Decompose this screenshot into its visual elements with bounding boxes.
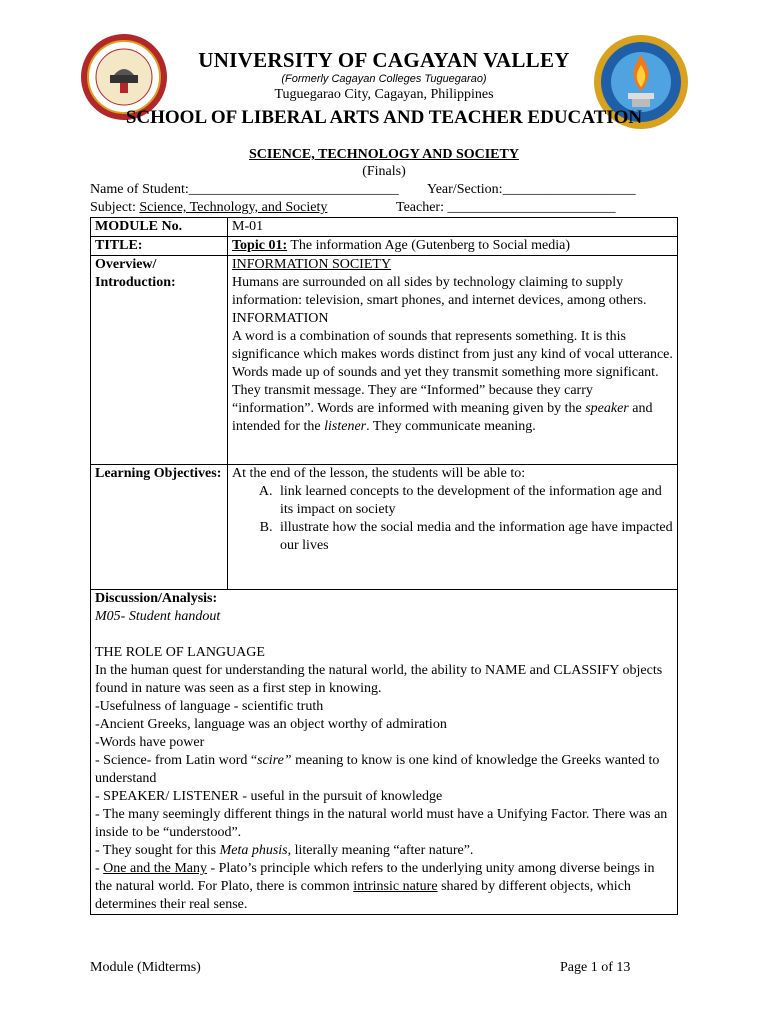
- objective-item: B. illustrate how the social media and the information age have impacted our lives: [276, 519, 673, 555]
- overview-row: [91, 256, 678, 465]
- discussion-row: [91, 590, 678, 915]
- topic-label: Topic 01:: [232, 238, 288, 253]
- title-cell: [228, 237, 678, 256]
- information-paragraph: [232, 328, 673, 436]
- overview-heading: INFORMATION SOCIETY: [232, 257, 392, 272]
- title-row: [91, 237, 678, 256]
- objectives-intro: At the end of the lesson, the students will be able to:: [232, 466, 526, 481]
- information-text: A word is a combination of sounds that represents something. It is this significance which makes words distinct from just any kind of vocal utterance. Words made up of sounds and yet they transmit something more significant. They transmit message. They are “Informed” because they carry “information”. Words are informed with meaning given by the: [232, 329, 673, 416]
- footer-page-number: Page 1 of 13: [560, 960, 631, 975]
- discussion-point: [95, 860, 673, 914]
- role-heading: THE ROLE OF LANGUAGE: [95, 645, 265, 660]
- topic-text: The information Age (Gutenberg to Social media): [287, 238, 571, 253]
- school-name: SCHOOL OF LIBERAL ARTS AND TEACHER EDUCATION: [125, 107, 643, 128]
- year-section-label: Year/Section:: [427, 182, 503, 197]
- former-name: (Formerly Cagayan Colleges Tuguegarao): [281, 73, 487, 85]
- discussion-point: -Usefulness of language - scientific truth: [95, 699, 324, 714]
- discussion-label: Discussion/Analysis:: [95, 591, 218, 606]
- course-title: SCIENCE, TECHNOLOGY AND SOCIETY: [249, 147, 519, 162]
- university-address: Tuguegarao City, Cagayan, Philippines: [274, 87, 494, 102]
- point-text: , literally meaning “after nature”.: [287, 843, 474, 858]
- overview-paragraph: Humans are surrounded on all sides by technology claiming to supply information: television, smart phones, and internet devices, among others.: [232, 275, 647, 308]
- objectives-row: [91, 465, 678, 590]
- objectives-list: [232, 483, 673, 555]
- objectives-cell: [228, 465, 678, 590]
- objectives-label: Learning Objectives:: [91, 465, 228, 590]
- point-text: - Science- from Latin word “: [95, 753, 258, 768]
- discussion-point: - SPEAKER/ LISTENER - useful in the pursuit of knowledge: [95, 789, 443, 804]
- point-text: - They sought for this: [95, 843, 220, 858]
- student-name-blank[interactable]: ______________________________: [188, 182, 399, 197]
- university-name: UNIVERSITY OF CAGAYAN VALLEY: [198, 48, 570, 72]
- teacher-label: Teacher:: [396, 200, 444, 215]
- teacher-line: [396, 200, 615, 216]
- information-heading: INFORMATION: [232, 311, 329, 326]
- module-table: [90, 217, 678, 915]
- course-term: (Finals): [362, 164, 406, 179]
- year-section-blank[interactable]: ___________________: [502, 182, 636, 197]
- overview-cell: [228, 256, 678, 465]
- role-paragraph: In the human quest for understanding the natural world, the ability to NAME and CLASSIFY objects found in nature was seen as a first step in knowing.: [95, 663, 663, 696]
- information-text-mid: and intended for the: [232, 401, 653, 434]
- student-name-label: Name of Student:: [90, 182, 189, 197]
- point-text: -: [95, 861, 104, 876]
- overview-label: Overview/ Introduction:: [91, 256, 228, 465]
- point-text: - Plato’s principle which refers to the underlying unity among diverse beings in the natural world. For Plato, there is common: [95, 861, 655, 894]
- subject-line: [90, 200, 327, 216]
- objective-item: A. link learned concepts to the development of the information age and its impact on society: [276, 483, 673, 519]
- intrinsic-nature-term: intrinsic nature: [353, 879, 438, 894]
- meta-phusis-term: Meta phusis: [219, 843, 288, 858]
- footer-module: Module (Midterms): [90, 960, 201, 975]
- scire-word: scire”: [257, 753, 292, 768]
- point-text: meaning to know is one kind of knowledge the Greeks wanted to understand: [95, 753, 660, 786]
- one-and-many-term: One and the Many: [103, 861, 207, 876]
- discussion-reference: M05- Student handout: [95, 609, 221, 624]
- module-label: MODULE No.: [91, 218, 228, 237]
- discussion-point: - The many seemingly different things in the natural world must have a Unifying Factor. There was an inside to be “understood”.: [95, 807, 668, 840]
- module-value: M-01: [228, 218, 678, 237]
- title-label: TITLE:: [91, 237, 228, 256]
- speaker-word: speaker: [585, 401, 629, 416]
- discussion-point: [95, 752, 673, 788]
- point-text: shared by different objects, which determines their real sense.: [95, 879, 631, 912]
- discussion-cell: [91, 590, 678, 915]
- discussion-point: [95, 842, 673, 860]
- listener-word: listener: [324, 419, 367, 434]
- year-section-line: [427, 182, 636, 198]
- subject-label: Subject:: [90, 200, 136, 215]
- module-row: [91, 218, 678, 237]
- subject-value: Science, Technology, and Society: [139, 200, 328, 215]
- discussion-point: -Words have power: [95, 735, 205, 750]
- teacher-blank[interactable]: ________________________: [447, 200, 616, 215]
- student-name-line: [90, 182, 399, 198]
- information-text-end: . They communicate meaning.: [366, 419, 536, 434]
- discussion-point: -Ancient Greeks, language was an object worthy of admiration: [95, 717, 447, 732]
